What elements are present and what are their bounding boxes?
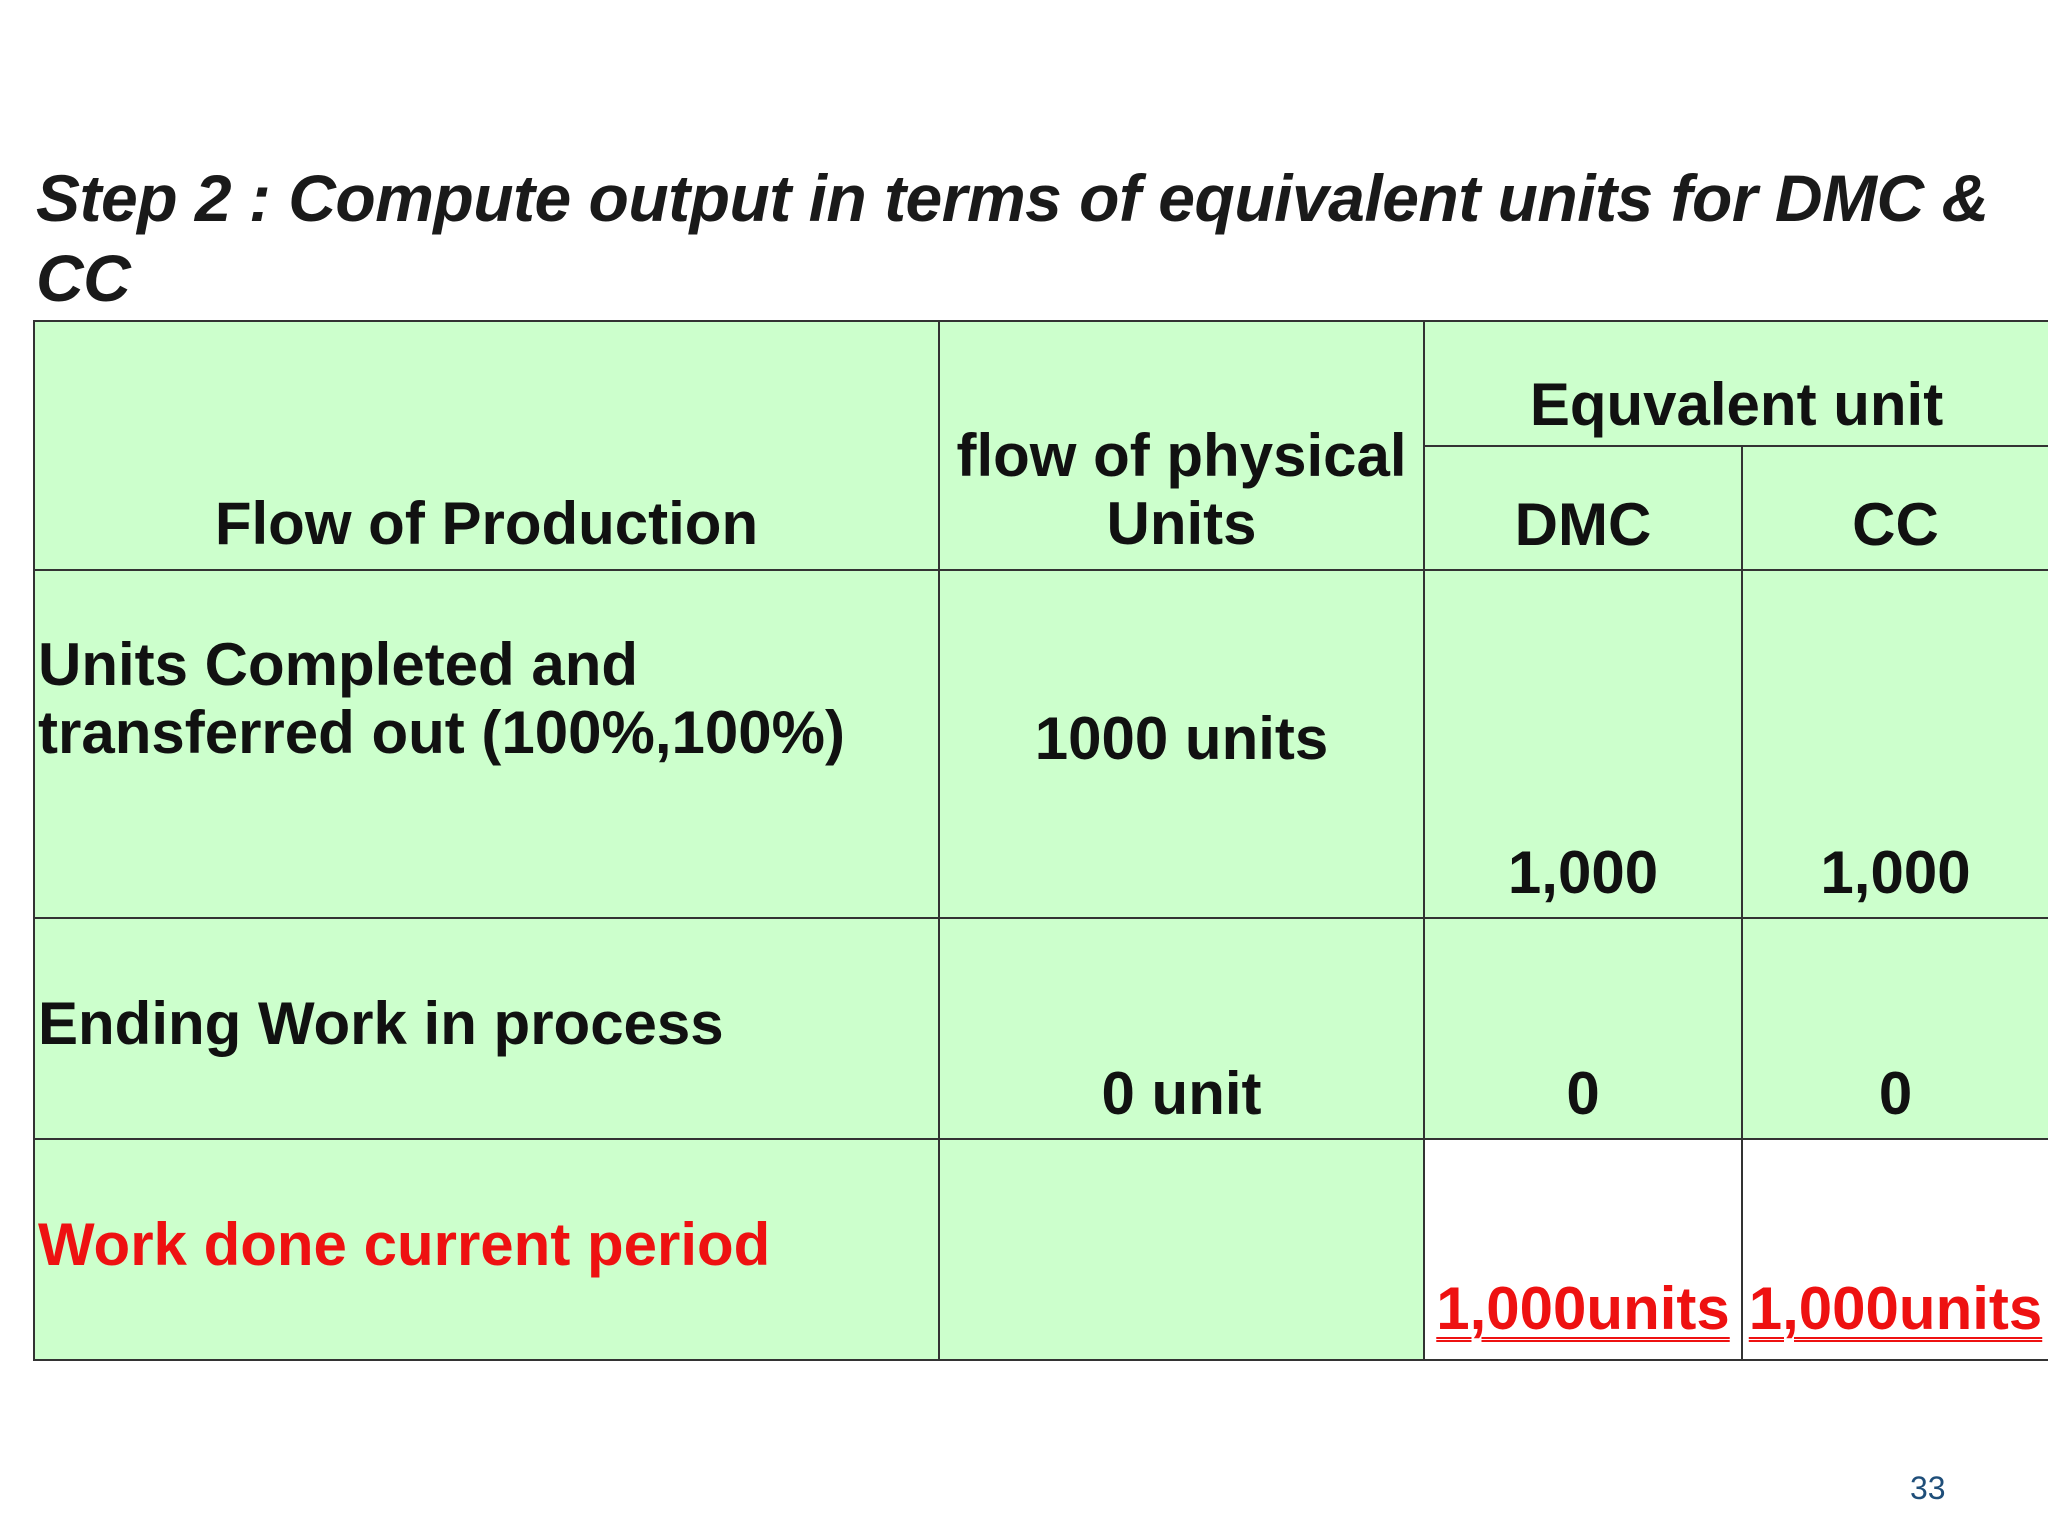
table-row: [34, 918, 2048, 1139]
dmc-value: 0: [1566, 1060, 1600, 1127]
dmc-cell: [1424, 918, 1742, 1139]
header-cc: [1742, 446, 2048, 570]
cc-value: 1,000: [1820, 839, 1971, 906]
header-flow-of-production: [34, 321, 939, 570]
cc-total-value: 1,000units: [1748, 1275, 2043, 1342]
slide-title: Step 2 : Compute output in terms of equivalent units for DMC & CC: [36, 161, 1989, 315]
header-cc-label: CC: [1852, 491, 1939, 558]
row-label: Work done current period: [38, 1210, 771, 1278]
header-dmc: [1424, 446, 1742, 570]
row-label-cell: [34, 918, 939, 1139]
equivalent-units-table: [33, 320, 2048, 1361]
row-label: Units Completed and transferred out (100%,100%): [38, 631, 845, 766]
table-row: [34, 1139, 2048, 1360]
row-label-cell: [34, 570, 939, 918]
cc-cell: [1742, 570, 2048, 918]
header-physical-units: [939, 321, 1424, 570]
cc-value: 0: [1878, 1060, 1913, 1127]
header-flow-of-production-label: Flow of Production: [214, 490, 759, 557]
equivalent-units-table-container: [33, 320, 2048, 1361]
header-physical-units-label: flow of physical Units: [956, 422, 1407, 557]
table-row: [34, 570, 2048, 918]
page-number: 33: [1910, 1470, 1946, 1506]
physical-units-cell: [939, 918, 1424, 1139]
dmc-value: 1,000: [1507, 839, 1659, 906]
header-equivalent-unit-label: Equvalent unit: [1529, 371, 1944, 438]
dmc-cell: [1424, 570, 1742, 918]
row-label: Ending Work in process: [38, 989, 724, 1057]
physical-units-cell: [939, 570, 1424, 918]
physical-units-value: 0 unit: [1101, 1060, 1262, 1127]
row-label-cell: [34, 1139, 939, 1360]
cc-cell: [1742, 1139, 2048, 1360]
header-equivalent-unit: [1424, 321, 2048, 446]
header-dmc-label: DMC: [1514, 491, 1652, 558]
physical-units-cell: [939, 1139, 1424, 1360]
dmc-total-value: 1,000units: [1436, 1275, 1730, 1342]
cc-cell: [1742, 918, 2048, 1139]
physical-units-value: 1000 units: [1034, 705, 1329, 772]
dmc-cell: [1424, 1139, 1742, 1360]
